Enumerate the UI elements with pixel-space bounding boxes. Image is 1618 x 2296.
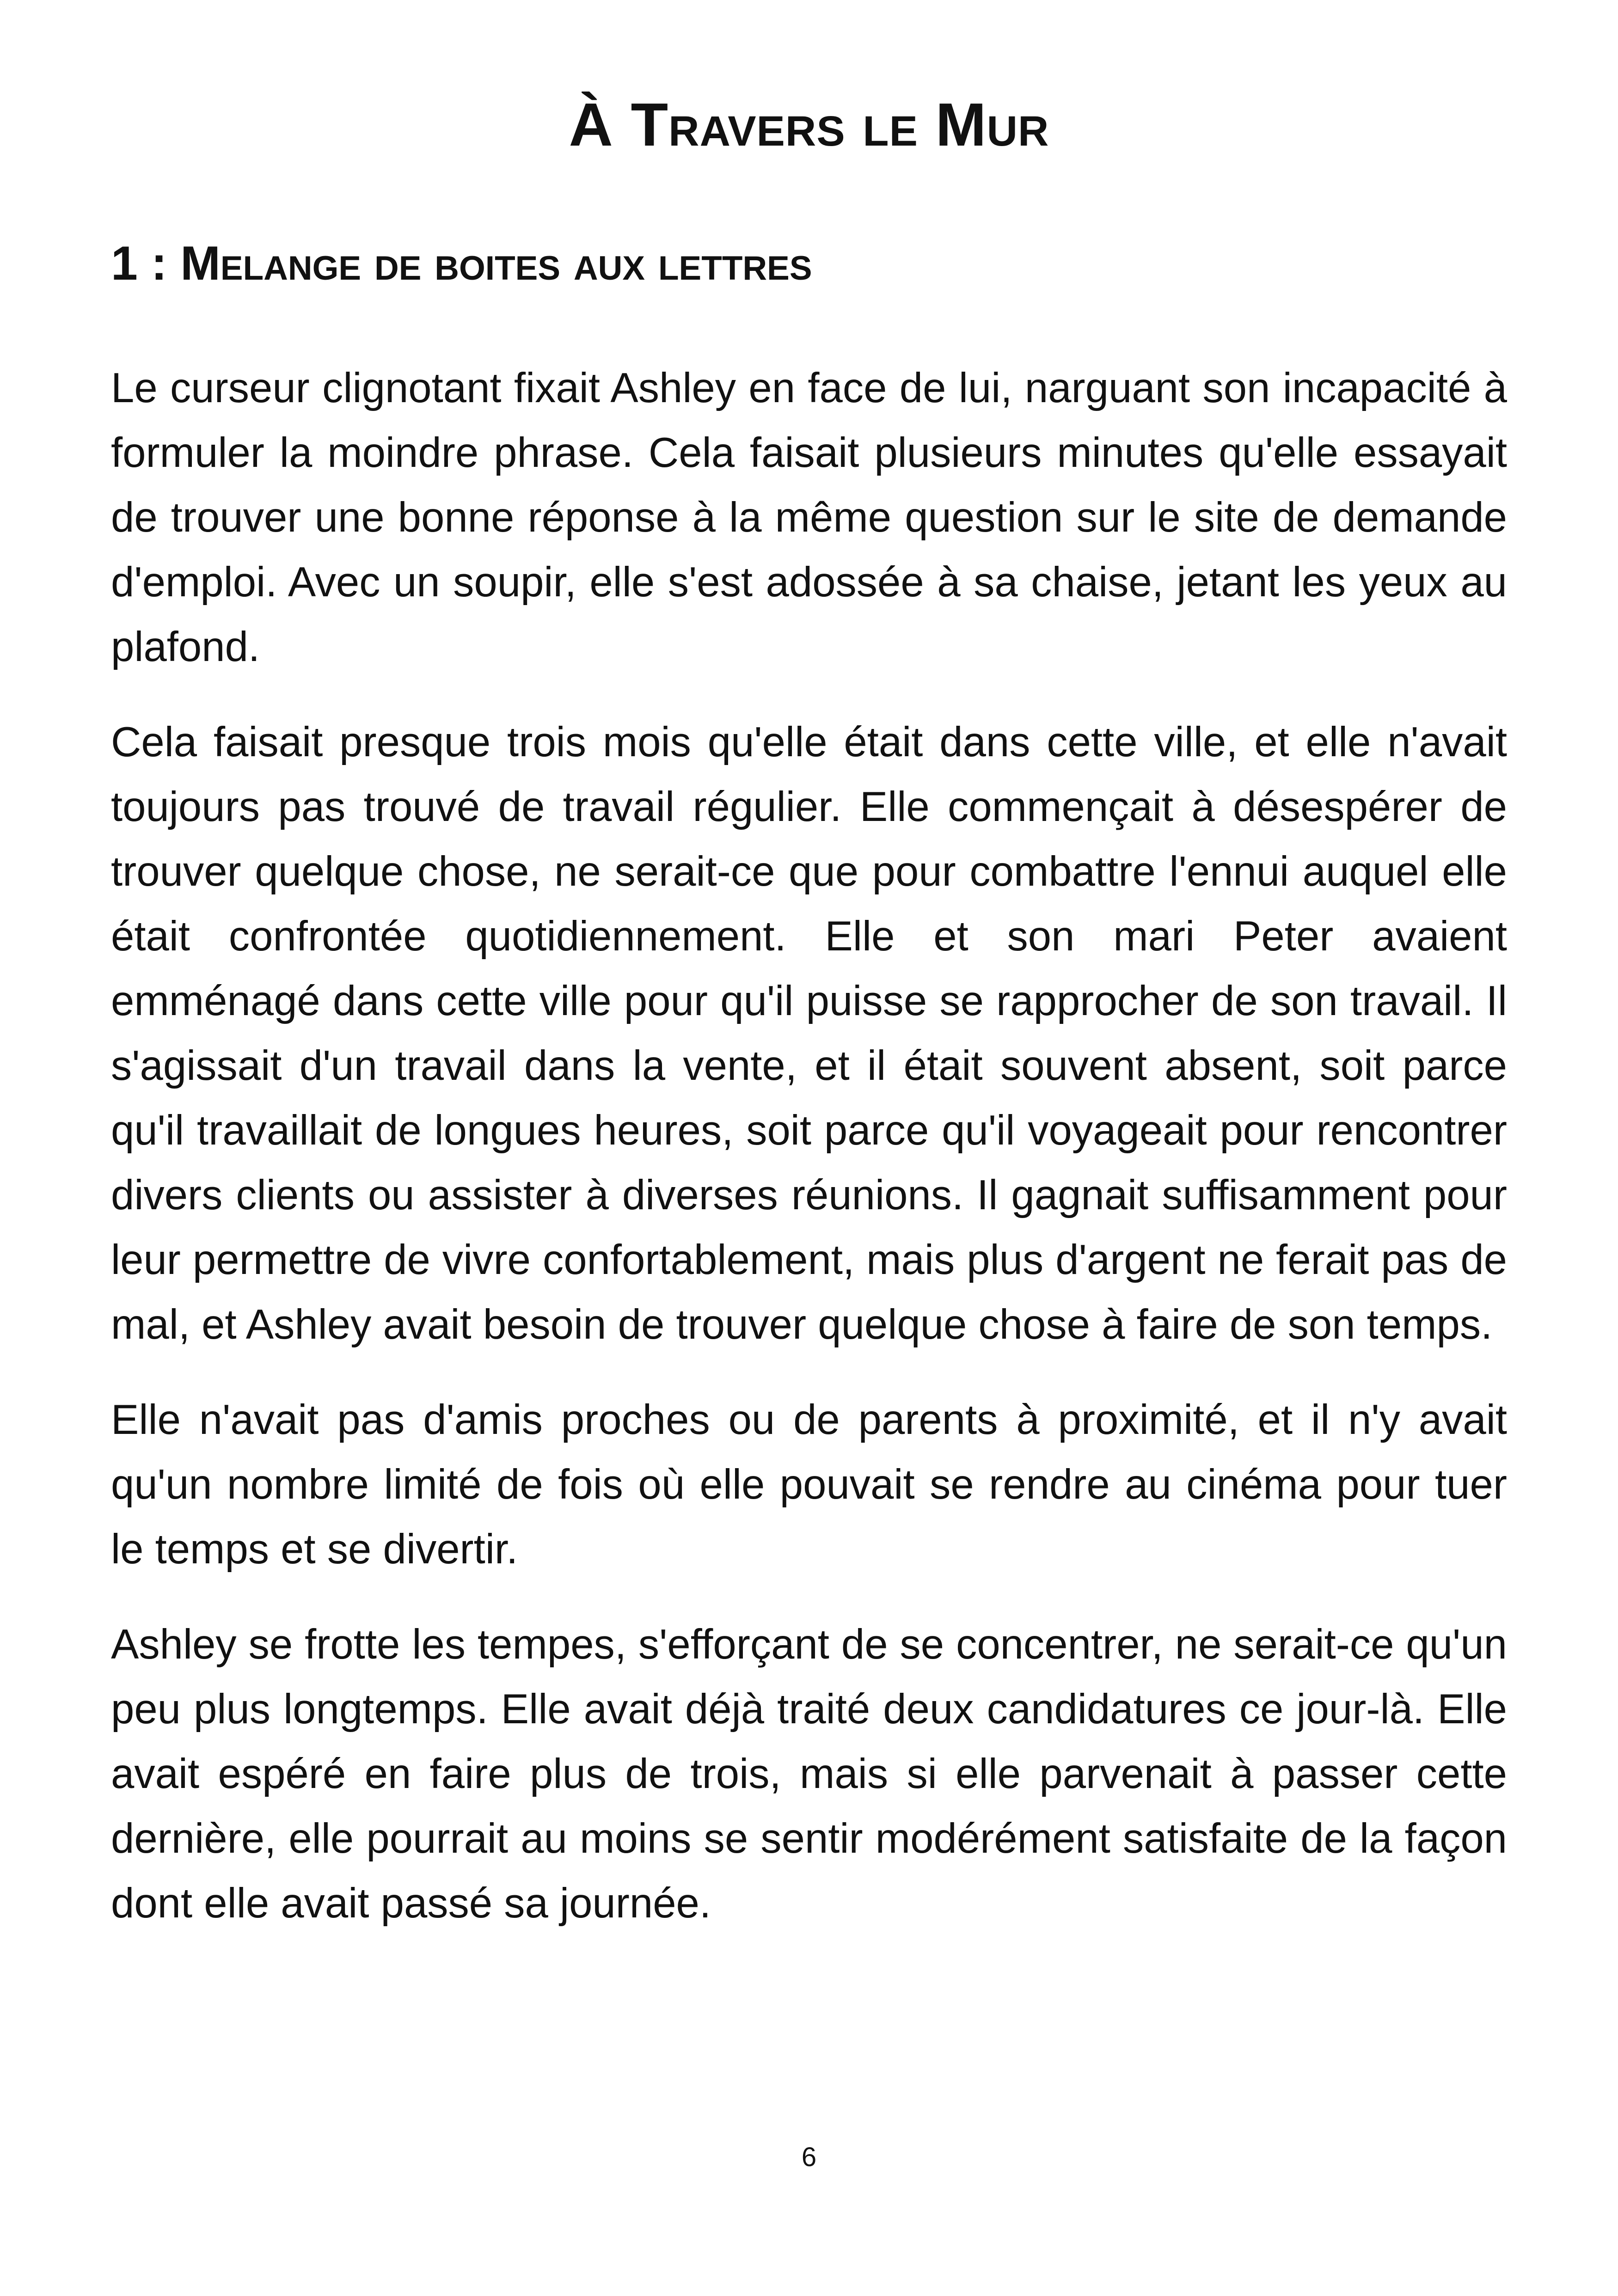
document-title: À Travers le Mur xyxy=(569,91,1049,159)
paragraph: Elle n'avait pas d'amis proches ou de parents à proximité, et il n'y avait qu'un nombre limité de fois où elle pouvait se rendre au cinéma pour tuer le temps et se divertir. xyxy=(111,1396,1507,1573)
page-number: 6 xyxy=(801,2142,817,2172)
chapter-heading: 1 : Melange de boites aux lettres xyxy=(111,237,812,290)
paragraph: Ashley se frotte les tempes, s'efforçant de se concentrer, ne serait-ce qu'un peu plus longtemps. Elle avait déjà traité deux candidatures ce jour-là. Elle avait espéré en faire plus de trois, mais si elle parvenait à passer cette dernière, elle pourrait au moins se sentir modérément satisfaite de la façon dont elle avait passé sa journée. xyxy=(111,1621,1507,1927)
paragraph: Cela faisait presque trois mois qu'elle était dans cette ville, et elle n'avait toujours pas trouvé de travail régulier. Elle commençait à désespérer de trouver quelque chose, ne serait-ce que pour combattre l'ennui auquel elle était confrontée quotidiennement. Elle et son mari Peter avaient emménagé dans cette ville pour qu'il puisse se rapprocher de son travail. Il s'agissait d'un travail dans la vente, et il était souvent absent, soit parce qu'il travaillait de longues heures, soit parce qu'il voyageait pour rencontrer divers clients ou assister à diverses réunions. Il gagnait suffisamment pour leur permettre de vivre confortablement, mais plus d'argent ne ferait pas de mal, et Ashley avait besoin de trouver quelque chose à faire de son temps. xyxy=(111,719,1507,1348)
body-text xyxy=(111,356,1507,1966)
paragraph: Le curseur clignotant fixait Ashley en face de lui, narguant son incapacité à formuler la moindre phrase. Cela faisait plusieurs minutes qu'elle essayait de trouver une bonne réponse à la même question sur le site de demande d'emploi. Avec un soupir, elle s'est adossée à sa chaise, jetant les yeux au plafond. xyxy=(111,365,1507,670)
